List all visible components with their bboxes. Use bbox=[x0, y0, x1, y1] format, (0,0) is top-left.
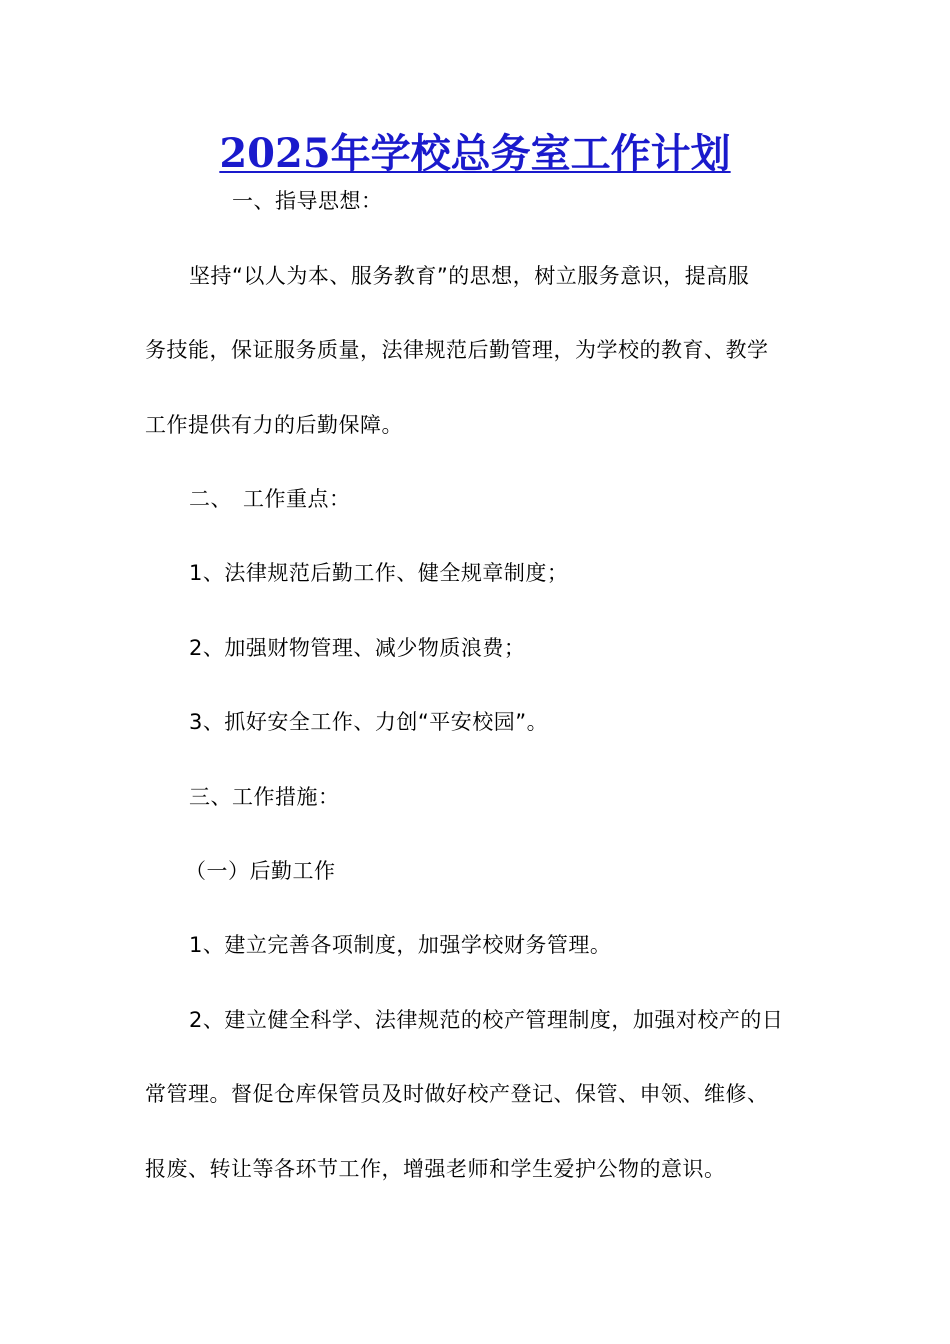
section-heading-work-focus: 二、 工作重点： bbox=[189, 487, 351, 511]
section-heading-guiding-thought: 一、指导思想： bbox=[232, 189, 383, 213]
paragraph-line: 工作提供有力的后勤保障。 bbox=[145, 413, 403, 437]
section-heading-work-measures: 三、工作措施： bbox=[189, 785, 340, 809]
paragraph-line: 务技能，保证服务质量，法律规范后勤管理，为学校的教育、教学 bbox=[145, 338, 769, 362]
list-item: 1、法律规范后勤工作、健全规章制度； bbox=[189, 561, 569, 585]
paragraph-line: 坚持“以人为本、服务教育”的思想，树立服务意识，提高服 bbox=[189, 264, 750, 288]
paragraph-line: 报废、转让等各环节工作，增强老师和学生爱护公物的意识。 bbox=[145, 1157, 726, 1181]
list-item: 2、加强财物管理、减少物质浪费； bbox=[189, 636, 526, 660]
paragraph-line: 常管理。督促仓库保管员及时做好校产登记、保管、申领、维修、 bbox=[145, 1082, 769, 1106]
list-item: 1、建立完善各项制度，加强学校财务管理。 bbox=[189, 933, 612, 957]
subsection-heading-logistics: （一）后勤工作 bbox=[185, 859, 336, 883]
document-title: 2025年学校总务室工作计划 bbox=[219, 130, 731, 177]
list-item: 3、抓好安全工作、力创“平安校园”。 bbox=[189, 710, 549, 734]
list-item: 2、建立健全科学、法律规范的校产管理制度，加强对校产的日 bbox=[189, 1008, 784, 1032]
